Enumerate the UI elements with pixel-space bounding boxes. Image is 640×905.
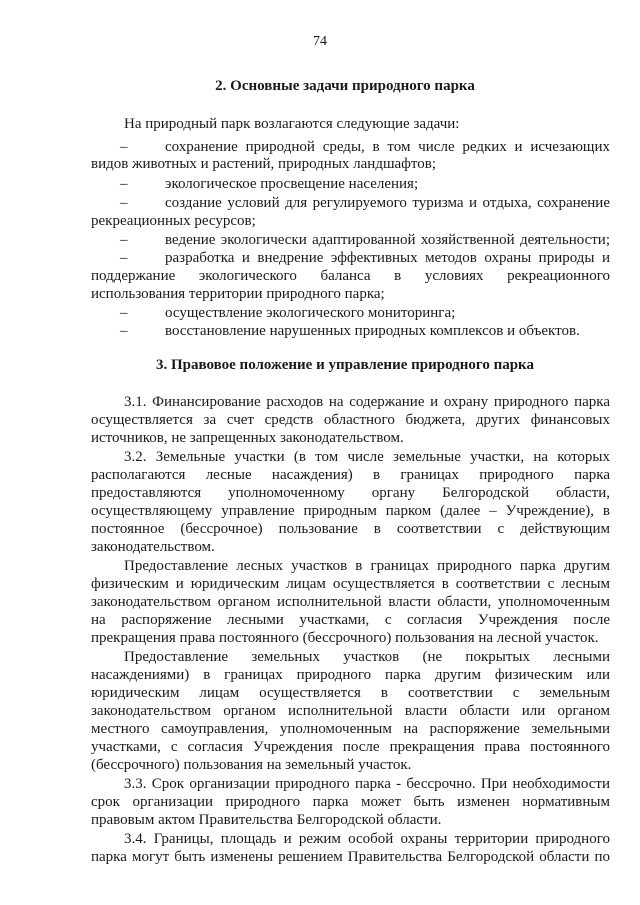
para-3-1-line-3: источников, не запрещенных законодательством. [91, 430, 404, 446]
page-number: 74 [313, 34, 327, 49]
task-5-line-1: разработка и внедрение эффективных методов охраны природы и [165, 250, 610, 266]
task-4: ведение экологически адаптированной хозяйственной деятельности; [165, 232, 610, 248]
task-5-line-2: поддержание экологического баланса в условиях рекреационного [91, 268, 610, 284]
para-3-1-line-1: 3.1. Финансирование расходов на содержание и охрану природного парка [124, 394, 610, 410]
para-3-2-line-1: 3.2. Земельные участки (в том числе земельные участки, на которых [124, 449, 610, 465]
list-dash: – [120, 305, 128, 321]
task-1-line-2: видов животных и растений, природных ландшафтов; [91, 156, 436, 172]
task-3-line-2: рекреационных ресурсов; [91, 213, 256, 229]
section-3-heading: 3. Правовое положение и управление природного парка [156, 357, 534, 373]
task-6: осуществление экологического мониторинга; [165, 305, 456, 321]
para-land-line-2: насаждениями) в границах природного парка другим физическим или [91, 667, 610, 683]
para-3-4-line-2: парка могут быть изменены решением Правительства Белгородской области по [91, 849, 610, 865]
para-forest-line-2: физическим и юридическим лицам осуществляется в соответствии с лесным [91, 576, 610, 592]
para-3-1-line-2: осуществляется за счет средств областного бюджета, других финансовых [91, 412, 610, 428]
tasks-intro: На природный парк возлагаются следующие задачи: [124, 116, 460, 132]
para-3-3-line-1: 3.3. Срок организации природного парка - бессрочно. При необходимости [124, 776, 610, 792]
para-land-line-6: участками, с согласия Учреждения после прекращения права постоянного [91, 739, 610, 755]
section-2-heading: 2. Основные задачи природного парка [215, 78, 475, 94]
list-dash: – [120, 139, 128, 155]
para-forest-line-3: законодательством органом исполнительной власти области, уполномоченным [91, 594, 610, 610]
para-land-line-4: законодательством органом исполнительной власти области или органом [91, 703, 610, 719]
list-dash: – [120, 232, 128, 248]
para-3-2-line-4: осуществляющему управление природным парком (далее – Учреждение), в [91, 503, 610, 519]
task-7: восстановление нарушенных природных комплексов и объектов. [165, 323, 580, 339]
para-forest-line-5: прекращения права постоянного (бессрочного) пользования на лесной участок. [91, 630, 599, 646]
list-dash: – [120, 195, 128, 211]
para-3-2-line-3: предоставляются уполномоченному органу Белгородской области, [91, 485, 610, 501]
para-land-line-1: Предоставление земельных участков (не покрытых лесными [124, 649, 610, 665]
para-forest-line-1: Предоставление лесных участков в границах природного парка другим [124, 558, 610, 574]
task-2: экологическое просвещение населения; [165, 176, 419, 192]
para-land-line-3: юридическим лицам осуществляется в соответствии с земельным [91, 685, 610, 701]
para-3-4-line-1: 3.4. Границы, площадь и режим особой охраны территории природного [124, 831, 610, 847]
list-dash: – [120, 323, 128, 339]
para-land-line-7: (бессрочного) пользования на земельный участок. [91, 757, 412, 773]
para-3-2-line-6: законодательством. [91, 539, 215, 555]
para-3-2-line-5: постоянное (бессрочное) пользование в соответствии с действующим [91, 521, 610, 537]
task-1-line-1: сохранение природной среды, в том числе редких и исчезающих [165, 139, 610, 155]
para-3-2-line-2: располагаются лесные насаждения) в границах природного парка [91, 467, 610, 483]
task-3-line-1: создание условий для регулируемого туризма и отдыха, сохранение [165, 195, 610, 211]
para-land-line-5: местного самоуправления, уполномоченным на распоряжение земельными [91, 721, 610, 737]
list-dash: – [120, 176, 128, 192]
para-3-3-line-3: правовым актом Правительства Белгородской области. [91, 812, 442, 828]
list-dash: – [120, 250, 128, 266]
para-forest-line-4: на распоряжение лесными участками, с согласия Учреждения после [91, 612, 610, 628]
para-3-3-line-2: срок организации природного парка может быть изменен нормативным [91, 794, 610, 810]
task-5-line-3: использования территории природного парка; [91, 286, 385, 302]
